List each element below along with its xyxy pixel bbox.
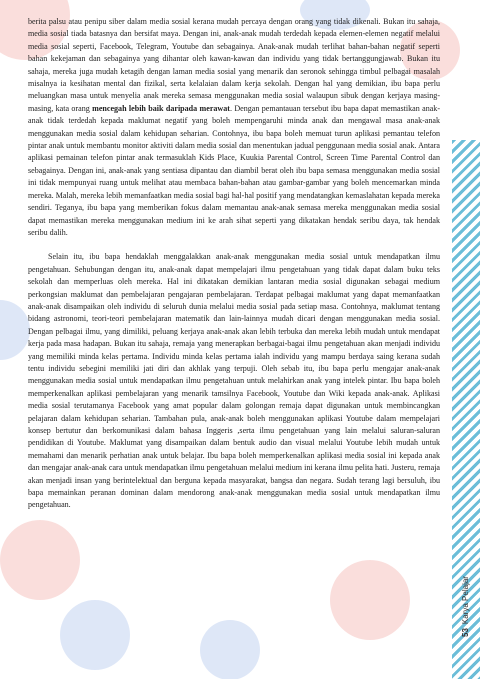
- article-body: [28, 16, 440, 512]
- peribahasa-highlight: mencegah lebih baik daripada merawat: [92, 103, 230, 113]
- page-footer: [458, 541, 474, 661]
- page-number: 53: [461, 628, 471, 637]
- paragraph-2: [28, 251, 440, 512]
- paragraph-text: Selain itu, ibu bapa hendaklah menggalakkan anak-anak menggunakan media sosial untuk mendapatkan ilmu pengetahuan. Sehubungan dengan itu, anak-anak dapat mempelajari ilmu pengetahuan yang tidak dapat dalam buku teks sekolah dan memperluas oleh mereka. Hal ini dikatakan demikian lantaran media sosial digunakan sebagai medium perkongsian maklumat dan pembelajaran pengajaran pembelajaran. Terdapat pelbagai maklumat yang dapat memanfaatkan anak-anak disampaikan oleh individu di seluruh dunia melalui media sosial pada setiap masa. Contohnya, maklumat tentang bidang astronomi, teori-teori pembelajaran matematik dan lain-lainnya mudah dicari dengan menggunakan media sosial. Dengan pelbagai ilmu, yang dimiliki, peluang kerjaya anak-anak akan lebih terbuka dan mereka lebih mudah untuk mendapat kerja pada masa hadapan. Bukan itu sahaja, remaja yang menerapkan berbagai-bagai ilmu pengetahuan akan menjadi individu yang memiliki minda kelas pertama. Individu minda kelas pertama ialah individu yang mampu berdaya saing kerana sudah tentu individu sebegini memiliki jati diri dan akhlak yang terpuji. Oleh sebab itu, ibu bapa perlu mengajar anak-anak menggunakan media sosial untuk mendapatkan ilmu pengetahuan untuk melahirkan anak yang intelek pintar. Ibu bapa boleh memperkenalkan aplikasi pembelajaran yang menarik tamsilnya Facebook, Youtube dan Wiki kepada anak-anak. Aplikasi media sosial terutamanya Facebook yang amat popular dalam golongan remaja dapat digunakan untuk membincangkan pelajaran dalam kehidupan seharian. Tambahan pula, anak-anak boleh menggunakan aplikasi Youtube dalam mempelajari konsep bertutur dan berkomunikasi dalam bahasa Inggeris ,serta ilmu pengetahuan yang lain melalui saluran-saluran pendidikan di Youtube. Maklumat yang disampaikan dalam bentuk audio dan visual melalui Youtube lebih mudah untuk memahami dan menarik perhatian anak untuk belajar. Ibu bapa boleh memperkenalkan aplikasi media sosial ini kepada anak dan mengajar anak-anak cara untuk mendapatkan ilmu pengetahuan melalui medium ini kerana ilmu pelita hati. Justeru, remaja akan menjadi insan yang berintelektual dan berguna kepada masyarakat, bangsa dan negara. Sudah terang lagi bersuluh, ibu bapa memainkan peranan dominan dalam mendorong anak-anak menggunakan media sosial untuk mendapatkan ilmu pengetahuan.: [28, 252, 440, 510]
- decor-bubble: [200, 620, 260, 679]
- section-name: Karya Pelajar: [461, 576, 471, 625]
- paragraph-1: [28, 16, 440, 239]
- decor-bubble: [60, 600, 130, 670]
- decor-bubble: [0, 300, 30, 360]
- decor-bubble: [330, 560, 410, 640]
- paragraph-text: berita palsu atau penipu siber dalam media sosial kerana mudah percaya dengan orang yang tidak dikenali. Bukan itu sahaja, media sosial tiada batasnya dan bersifat maya. Dengan ini, anak-anak mudah terdedah kepada elemen-elemen negatif melalui media sosial seperti, Facebook, Telegram, Youtube dan sebagainya. Anak-anak mudah terlihat bahan-bahan negatif seperti bahan kekejaman dan sebagainya yang dihantar oleh kawan-kawan dan individu yang tidak bertanggungjawab. Bukan itu sahaja, mereka juga mudah ketagih dengan laman media sosial yang menarik dan seronok sehingga timbul pelbagai masalah misalnya ia kesihatan mental dan fizikal, serta kelalaian dalam kerja sekolah. Dengan hal yang demikian, ibu bapa perlu meluangkan masa untuk menyelia anak mereka semasa menggunakan media sosial walaupun sibuk dengan kerjaya masing-masing, kata orang: [28, 17, 440, 113]
- paragraph-text: . Dengan pemantauan tersebut ibu bapa dapat memastikan anak-anak tidak terdedah kepada maklumat negatif yang boleh mempengaruhi minda anak dan mengawal masa anak-anak menggunakan media sosial dalam kehidupan seharian. Contohnya, ibu bapa boleh memuat turun aplikasi pemantau telefon pintar anak untuk membantu monitor aktiviti dalam media sosial dan menentukan jadual penggunaan media sosial anak. Antara aplikasi pemainan telefon pintar anak termasuklah Kids Place, Kuukia Parental Control, Screen Time Parental Control dan sebagainya. Dengan ini, anak-anak yang sentiasa dipantau dan diambil berat oleh ibu bapa semasa menggunakan media sosial ini tidak mempunyai ruang untuk melihat atau membaca bahan-bahan atau gambar-gambar yang boleh mencemarkan minda mereka. Malah, mereka lebih memanfaatkan media sosial bagi hal-hal positif yang mendatangkan kemaslahatan kepada mereka sendiri. Teganya, ibu bapa yang memberikan fokus dalam memantau anak-anak semasa mereka menggunakan media sosial dapat memastikan mereka menggunakan medium ini ke arah sihat seperti yang dikatakan hendak seribu daya, tak hendak seribu dalih.: [28, 103, 441, 237]
- decor-bubble: [0, 520, 80, 600]
